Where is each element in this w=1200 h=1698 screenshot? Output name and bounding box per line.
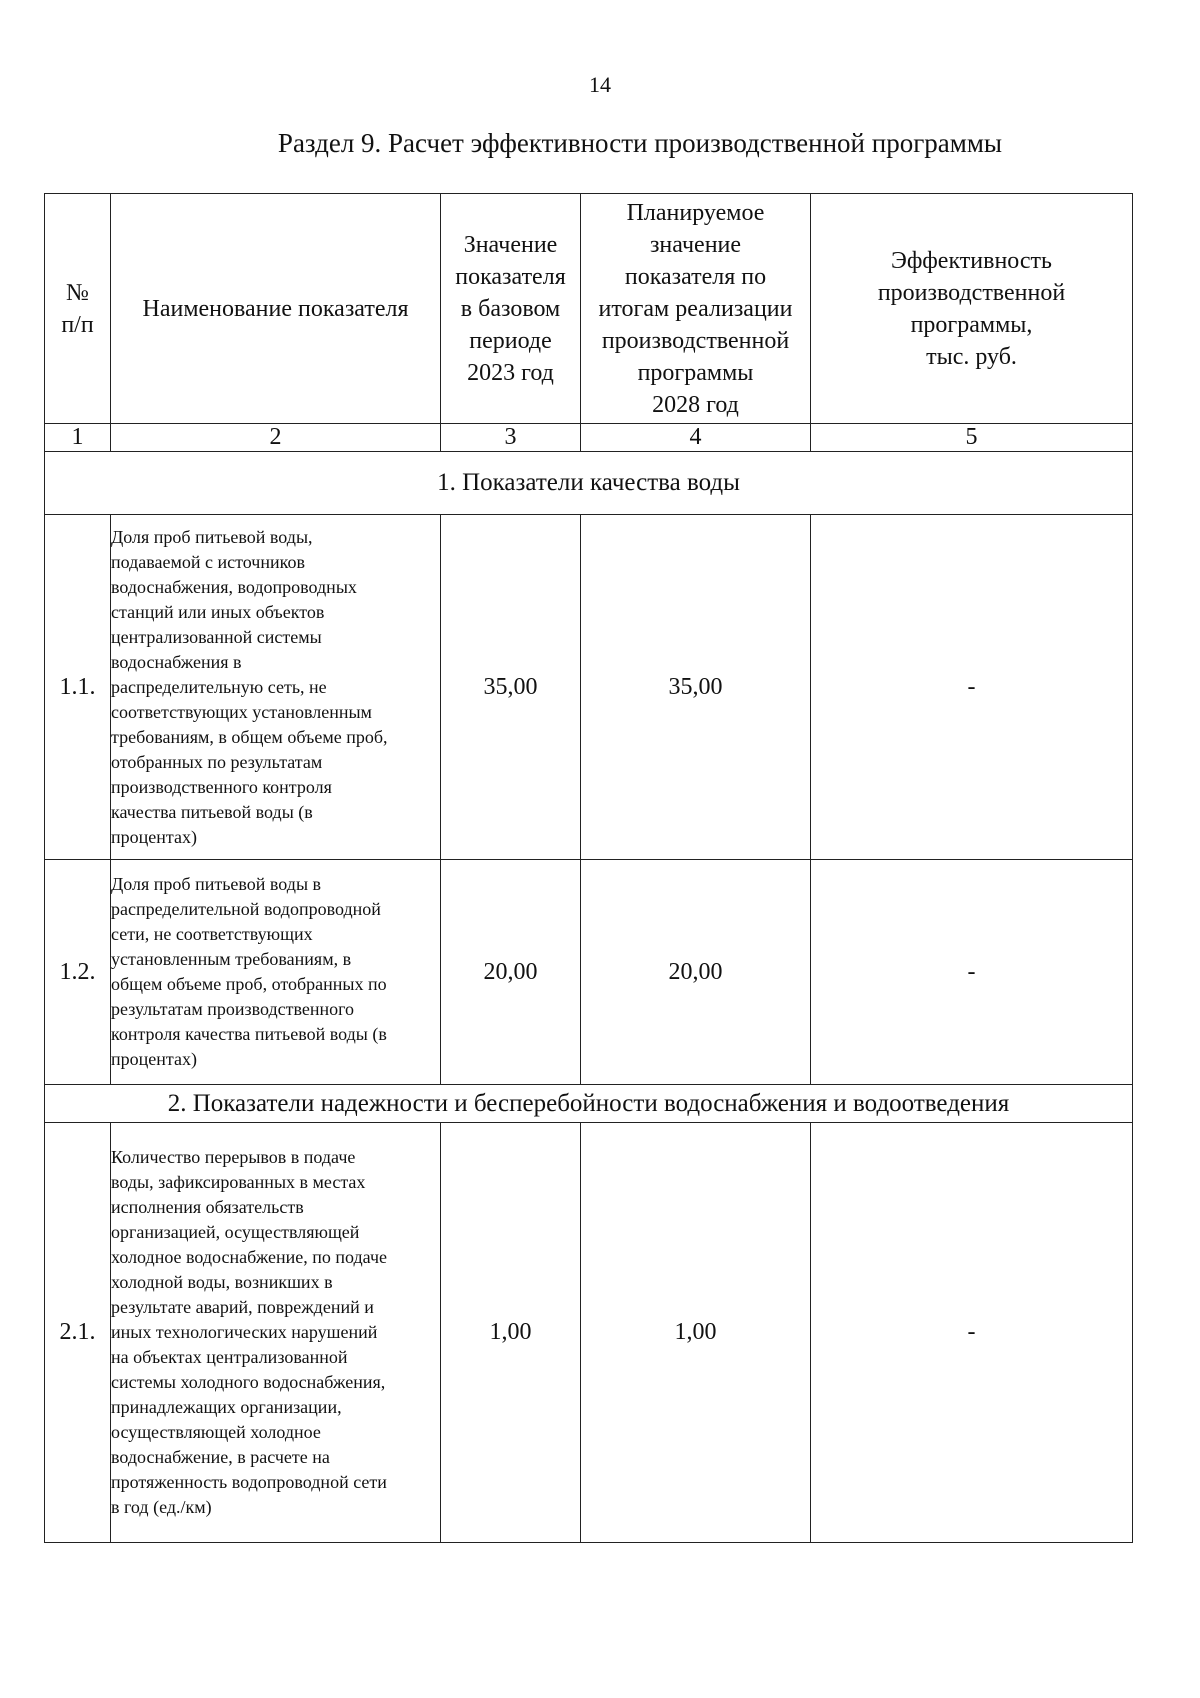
section-row	[45, 452, 1133, 515]
column-number: 3	[441, 424, 581, 452]
header-planned-value: Планируемое значение показателя по итогам реализации производственной программы 2028 год	[581, 194, 811, 424]
header-name: Наименование показателя	[111, 194, 441, 424]
efficiency-value: -	[811, 1123, 1133, 1543]
column-number: 2	[111, 424, 441, 452]
column-number: 1	[45, 424, 111, 452]
section-title-2: 2. Показатели надежности и бесперебойности водоснабжения и водоотведения	[45, 1085, 1133, 1123]
table-row	[45, 1123, 1133, 1543]
efficiency-table	[44, 193, 1133, 1543]
section-title: Раздел 9. Расчет эффективности производственной программы	[277, 128, 1003, 158]
column-number: 5	[811, 424, 1133, 452]
base-value: 35,00	[441, 515, 581, 860]
header-efficiency: Эффективность производственной программы, тыс. руб.	[811, 194, 1133, 424]
row-number: 2.1.	[45, 1123, 111, 1543]
base-value: 1,00	[441, 1123, 581, 1543]
table-row	[45, 515, 1133, 860]
efficiency-value: -	[811, 515, 1133, 860]
page-number: 14	[589, 72, 611, 97]
column-number: 4	[581, 424, 811, 452]
header-row	[45, 194, 1133, 424]
header-base-value: Значение показателя в базовом периоде 2023 год	[441, 194, 581, 424]
planned-value: 1,00	[581, 1123, 811, 1543]
column-number-row	[45, 424, 1133, 452]
indicator-name: Количество перерывов в подаче воды, зафиксированных в местах исполнения обязательств организацией, осуществляющей холодное водоснабжение, по подаче холодной воды, возникших в результате аварий, повреждений и иных технологических нарушений на объектах централизованной системы холодного водоснабжения, принадлежащих организации, осуществляющей холодное водоснабжение, в расчете на протяженность водопроводной сети в год (ед./км)	[111, 1123, 441, 1543]
row-number: 1.2.	[45, 860, 111, 1085]
base-value: 20,00	[441, 860, 581, 1085]
header-num: № п/п	[45, 194, 111, 424]
planned-value: 35,00	[581, 515, 811, 860]
row-number: 1.1.	[45, 515, 111, 860]
indicator-name: Доля проб питьевой воды в распределительной водопроводной сети, не соответствующих установленным требованиям, в общем объеме проб, отобранных по результатам производственного контроля качества питьевой воды (в процентах)	[111, 860, 441, 1085]
section-title-1: 1. Показатели качества воды	[45, 452, 1133, 515]
indicator-name: Доля проб питьевой воды, подаваемой с источников водоснабжения, водопроводных станций или иных объектов централизованной системы водоснабжения в распределительную сеть, не соответствующих установленным требованиям, в общем объеме проб, отобранных по результатам производственного контроля качества питьевой воды (в процентах)	[111, 515, 441, 860]
efficiency-value: -	[811, 860, 1133, 1085]
table-row	[45, 860, 1133, 1085]
section-row	[45, 1085, 1133, 1123]
planned-value: 20,00	[581, 860, 811, 1085]
